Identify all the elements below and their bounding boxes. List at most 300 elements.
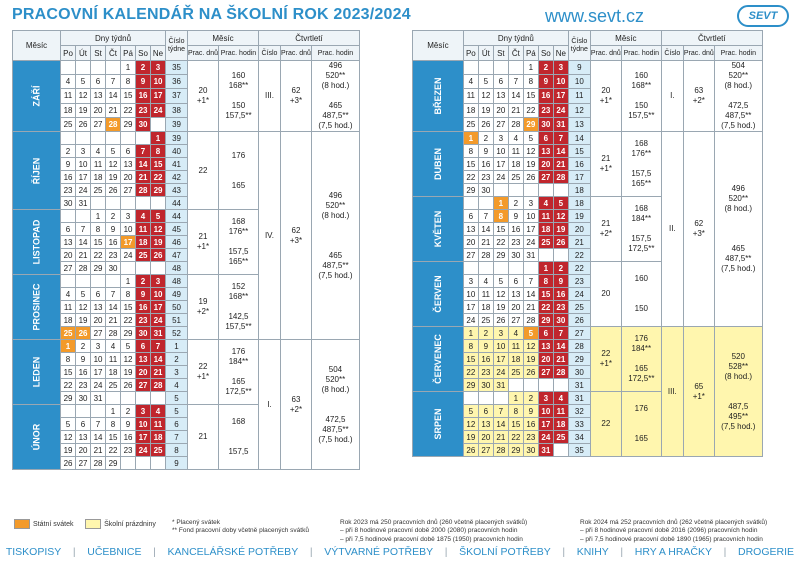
footer-separator: | — [309, 546, 313, 558]
month-label: ČERVENEC — [413, 327, 464, 392]
day-cell — [76, 405, 91, 418]
day-cell: 24 — [553, 103, 568, 117]
day-cell: 6 — [538, 132, 553, 145]
day-name: St — [493, 46, 508, 61]
day-cell — [493, 61, 508, 75]
day-cell: 9 — [61, 158, 76, 171]
day-cell — [463, 262, 478, 275]
day-cell: 18 — [508, 158, 523, 171]
day-cell: 24 — [91, 379, 106, 392]
week-number: 5 — [166, 405, 188, 418]
day-cell: 10 — [493, 340, 508, 353]
day-cell: 3 — [76, 145, 91, 158]
vacation-swatch — [85, 519, 101, 529]
day-cell: 1 — [151, 132, 166, 145]
day-cell: 23 — [508, 236, 523, 249]
day-cell — [136, 132, 151, 145]
day-cell: 19 — [478, 103, 493, 117]
week-number: 16 — [568, 158, 590, 171]
day-cell: 27 — [463, 249, 478, 262]
day-cell: 16 — [478, 158, 493, 171]
day-cell — [106, 275, 121, 288]
week-number: 47 — [166, 249, 188, 262]
day-cell: 5 — [61, 418, 76, 431]
day-cell: 30 — [76, 392, 91, 405]
day-cell: 26 — [523, 171, 538, 184]
day-cell — [61, 210, 76, 223]
day-cell — [478, 262, 493, 275]
footer-separator: | — [72, 546, 76, 558]
month-group-header: Měsíc — [590, 31, 661, 46]
day-cell: 6 — [538, 327, 553, 340]
day-cell: 14 — [136, 158, 151, 171]
day-cell: 3 — [151, 61, 166, 75]
week-number: 23 — [568, 275, 590, 288]
day-cell: 27 — [136, 379, 151, 392]
week-number: 12 — [568, 103, 590, 117]
day-cell: 20 — [538, 353, 553, 366]
day-cell — [463, 392, 478, 405]
day-cell: 22 — [493, 236, 508, 249]
day-cell: 25 — [463, 117, 478, 131]
day-cell: 19 — [493, 301, 508, 314]
quarter-days: 63 +2* — [280, 340, 311, 470]
day-cell: 5 — [76, 75, 91, 89]
week-number: 43 — [166, 184, 188, 197]
quarter-number: III. — [258, 61, 280, 132]
day-cell: 4 — [538, 197, 553, 210]
day-cell: 29 — [121, 117, 136, 131]
day-cell: 31 — [493, 379, 508, 392]
day-cell: 22 — [463, 366, 478, 379]
day-cell: 6 — [76, 418, 91, 431]
day-cell: 21 — [136, 171, 151, 184]
quarter-number: I. — [258, 340, 280, 470]
day-cell — [508, 262, 523, 275]
day-cell: 21 — [493, 431, 508, 444]
day-cell: 5 — [76, 288, 91, 301]
day-cell: 23 — [478, 366, 493, 379]
day-cell: 11 — [106, 353, 121, 366]
day-cell: 1 — [121, 275, 136, 288]
day-name: Út — [76, 46, 91, 61]
footer-link[interactable]: DROGERIE — [737, 546, 794, 558]
days-header: Dny týdnů — [463, 31, 568, 46]
day-cell: 8 — [538, 275, 553, 288]
day-cell: 2 — [106, 210, 121, 223]
day-cell: 10 — [136, 418, 151, 431]
day-cell: 9 — [136, 288, 151, 301]
day-cell: 25 — [508, 171, 523, 184]
week-number: 44 — [166, 197, 188, 210]
day-cell: 29 — [121, 327, 136, 340]
day-cell: 25 — [478, 314, 493, 327]
day-cell: 6 — [136, 340, 151, 353]
day-name: Čt — [106, 46, 121, 61]
quarter-group-header: Čtvrtletí — [258, 31, 359, 46]
day-cell: 18 — [151, 431, 166, 444]
day-cell: 16 — [136, 89, 151, 103]
month-days: 20 +1* — [188, 61, 219, 132]
day-cell: 30 — [478, 379, 493, 392]
day-cell: 18 — [136, 236, 151, 249]
day-cell: 11 — [538, 210, 553, 223]
day-cell: 28 — [478, 249, 493, 262]
month-hours: 160 150 — [621, 262, 661, 327]
month-days: 19 +2* — [188, 275, 219, 340]
day-cell: 15 — [61, 366, 76, 379]
footer-separator: | — [562, 546, 566, 558]
day-cell: 13 — [61, 236, 76, 249]
year-note-right — [580, 519, 767, 544]
day-cell: 12 — [121, 353, 136, 366]
day-cell: 16 — [553, 288, 568, 301]
day-cell: 26 — [553, 236, 568, 249]
week-number: 5 — [166, 392, 188, 405]
day-cell: 2 — [61, 145, 76, 158]
day-cell: 7 — [553, 327, 568, 340]
month-label: KVĚTEN — [413, 197, 464, 262]
day-cell — [538, 249, 553, 262]
day-cell: 7 — [76, 223, 91, 236]
footer-link[interactable]: UČEBNICE — [87, 546, 142, 558]
week-number: 46 — [166, 236, 188, 249]
day-cell: 15 — [538, 288, 553, 301]
day-cell: 24 — [136, 444, 151, 457]
day-cell — [121, 262, 136, 275]
day-cell — [553, 444, 568, 457]
day-cell: 27 — [538, 171, 553, 184]
day-cell: 12 — [151, 223, 166, 236]
day-cell: 15 — [151, 158, 166, 171]
day-cell: 2 — [478, 132, 493, 145]
day-name: Čt — [508, 46, 523, 61]
day-cell: 22 — [463, 171, 478, 184]
day-cell: 22 — [106, 444, 121, 457]
month-hours: 168 157,5 — [218, 405, 258, 470]
week-number: 37 — [166, 89, 188, 103]
day-cell: 13 — [91, 89, 106, 103]
prac-hodin-header: Prac. hodin — [311, 46, 359, 61]
day-cell: 17 — [136, 431, 151, 444]
month-hours: 160 168** 150 157,5** — [621, 61, 661, 132]
day-cell: 28 — [151, 379, 166, 392]
day-cell: 21 — [553, 158, 568, 171]
footer-link[interactable]: HRY A HRAČKY — [634, 546, 712, 558]
day-cell — [538, 184, 553, 197]
day-cell — [478, 392, 493, 405]
week-number: 10 — [568, 75, 590, 89]
day-cell: 13 — [478, 418, 493, 431]
week-no-header: Číslo týdne — [568, 31, 590, 61]
day-cell — [151, 392, 166, 405]
day-cell: 7 — [478, 210, 493, 223]
day-cell: 19 — [61, 444, 76, 457]
day-cell: 8 — [106, 418, 121, 431]
day-cell: 18 — [553, 418, 568, 431]
day-cell: 31 — [151, 327, 166, 340]
day-cell — [106, 392, 121, 405]
month-label: LEDEN — [13, 340, 61, 405]
prac-hodin-header: Prac. hodin — [621, 46, 661, 61]
day-cell: 5 — [121, 340, 136, 353]
day-cell: 31 — [91, 392, 106, 405]
day-cell — [493, 392, 508, 405]
day-cell: 23 — [106, 249, 121, 262]
week-number: 19 — [568, 210, 590, 223]
day-cell: 2 — [76, 340, 91, 353]
day-cell: 7 — [508, 75, 523, 89]
day-cell: 1 — [61, 340, 76, 353]
day-cell: 14 — [553, 340, 568, 353]
day-cell: 20 — [463, 236, 478, 249]
day-cell — [121, 197, 136, 210]
footer-link[interactable]: TISKOPISY — [5, 546, 62, 558]
week-number: 49 — [166, 288, 188, 301]
day-cell — [508, 61, 523, 75]
day-cell: 1 — [538, 262, 553, 275]
month-days: 21 +1* — [188, 210, 219, 275]
day-cell: 1 — [508, 392, 523, 405]
prac-hodin-header: Prac. hodin — [218, 46, 258, 61]
legend-vacation: Školní prázdniny — [104, 520, 156, 528]
day-cell: 2 — [523, 392, 538, 405]
month-days: 22 +1* — [590, 327, 621, 392]
day-cell: 14 — [91, 431, 106, 444]
month-header: Měsíc — [413, 31, 464, 61]
day-cell: 9 — [136, 75, 151, 89]
day-cell: 23 — [136, 103, 151, 117]
day-cell: 16 — [61, 171, 76, 184]
day-cell: 4 — [151, 405, 166, 418]
day-cell: 19 — [463, 431, 478, 444]
week-number: 34 — [568, 431, 590, 444]
footer-link[interactable]: VÝTVARNÉ POTŘEBY — [324, 546, 434, 558]
day-cell — [151, 197, 166, 210]
day-cell — [106, 197, 121, 210]
day-cell: 11 — [508, 145, 523, 158]
day-cell: 26 — [121, 379, 136, 392]
day-cell: 5 — [106, 145, 121, 158]
day-cell: 23 — [136, 314, 151, 327]
day-cell — [61, 405, 76, 418]
day-cell: 2 — [508, 197, 523, 210]
day-cell: 11 — [151, 418, 166, 431]
day-cell: 20 — [61, 249, 76, 262]
day-cell: 1 — [493, 197, 508, 210]
week-number: 9 — [568, 61, 590, 75]
day-cell: 17 — [538, 418, 553, 431]
week-number: 48 — [166, 262, 188, 275]
day-name: Út — [478, 46, 493, 61]
day-cell: 27 — [508, 314, 523, 327]
week-number: 15 — [568, 145, 590, 158]
day-cell: 22 — [91, 249, 106, 262]
day-cell: 29 — [61, 392, 76, 405]
week-number: 27 — [568, 327, 590, 340]
day-name: Pá — [121, 46, 136, 61]
day-cell: 30 — [538, 117, 553, 131]
days-header: Dny týdnů — [61, 31, 166, 46]
day-cell: 29 — [493, 249, 508, 262]
day-cell: 28 — [91, 457, 106, 470]
day-cell: 12 — [523, 145, 538, 158]
day-cell — [553, 184, 568, 197]
week-number: 36 — [166, 75, 188, 89]
day-cell: 16 — [508, 223, 523, 236]
month-group-header: Měsíc — [188, 31, 259, 46]
day-cell: 14 — [508, 89, 523, 103]
day-cell: 11 — [91, 158, 106, 171]
day-cell: 6 — [508, 275, 523, 288]
day-cell: 30 — [136, 327, 151, 340]
day-cell: 17 — [523, 223, 538, 236]
quarter-group-header: Čtvrtletí — [661, 31, 762, 46]
day-cell: 16 — [136, 301, 151, 314]
quarter-hours: 496 520** (8 hod.) 465 487,5** (7,5 hod.) — [311, 132, 359, 340]
day-cell: 16 — [121, 431, 136, 444]
day-cell: 6 — [121, 145, 136, 158]
week-row — [13, 340, 360, 353]
month-days: 20 +1* — [590, 61, 621, 132]
prac-dnu-header: Prac. dnů — [683, 46, 714, 61]
day-cell: 12 — [478, 89, 493, 103]
day-cell: 8 — [91, 223, 106, 236]
footer-separator: | — [723, 546, 727, 558]
day-cell: 25 — [508, 366, 523, 379]
week-number: 31 — [568, 392, 590, 405]
day-cell: 13 — [463, 223, 478, 236]
day-cell: 28 — [106, 117, 121, 131]
day-cell: 31 — [538, 444, 553, 457]
week-number: 25 — [568, 301, 590, 314]
day-cell: 20 — [538, 158, 553, 171]
week-number: 22 — [568, 262, 590, 275]
day-cell: 25 — [106, 379, 121, 392]
day-cell: 14 — [493, 418, 508, 431]
day-cell: 30 — [136, 117, 151, 131]
footer-link[interactable]: KANCELÁŘSKÉ POTŘEBY — [167, 546, 299, 558]
week-row — [13, 61, 360, 75]
calendar-left — [12, 30, 360, 470]
day-cell: 1 — [463, 327, 478, 340]
cislo-header: Číslo — [258, 46, 280, 61]
day-cell: 5 — [151, 210, 166, 223]
note-line: Rok 2024 má 252 pracovních dnů (262 včetně placených svátků) — [580, 519, 768, 526]
quarter-days: 62 +3* — [683, 132, 714, 327]
holiday-swatch — [14, 519, 30, 529]
day-cell — [463, 61, 478, 75]
day-cell: 10 — [553, 75, 568, 89]
day-cell: 7 — [91, 418, 106, 431]
day-cell — [121, 392, 136, 405]
day-cell: 9 — [478, 145, 493, 158]
day-name: So — [538, 46, 553, 61]
week-number: 52 — [166, 327, 188, 340]
day-cell: 17 — [151, 89, 166, 103]
day-cell: 22 — [523, 103, 538, 117]
day-cell: 10 — [538, 405, 553, 418]
day-cell: 26 — [76, 117, 91, 131]
week-number: 39 — [166, 117, 188, 131]
week-row — [413, 132, 763, 145]
day-cell: 21 — [106, 314, 121, 327]
day-cell: 6 — [61, 223, 76, 236]
prac-dnu-header: Prac. dnů — [280, 46, 311, 61]
month-label: ZÁŘÍ — [13, 61, 61, 132]
footer-link[interactable]: ŠKOLNÍ POTŘEBY — [459, 546, 551, 558]
day-cell: 24 — [493, 171, 508, 184]
day-cell: 6 — [463, 210, 478, 223]
day-cell: 28 — [523, 314, 538, 327]
week-number: 1 — [166, 340, 188, 353]
day-cell: 25 — [91, 184, 106, 197]
website-link[interactable]: www.sevt.cz — [545, 6, 645, 26]
day-cell: 2 — [136, 275, 151, 288]
page-title: PRACOVNÍ KALENDÁŘ NA ŠKOLNÍ ROK 2023/2024 — [12, 6, 411, 23]
month-label: LISTOPAD — [13, 210, 61, 275]
day-cell: 16 — [106, 236, 121, 249]
day-cell: 21 — [151, 366, 166, 379]
day-cell: 15 — [463, 353, 478, 366]
day-cell — [508, 379, 523, 392]
day-cell: 4 — [553, 392, 568, 405]
day-cell: 15 — [463, 158, 478, 171]
week-number: 30 — [568, 366, 590, 379]
day-cell: 21 — [508, 103, 523, 117]
footer-link[interactable]: KNIHY — [576, 546, 609, 558]
day-cell: 25 — [136, 249, 151, 262]
day-cell: 13 — [538, 145, 553, 158]
day-cell: 15 — [121, 301, 136, 314]
day-cell: 8 — [508, 405, 523, 418]
day-cell — [136, 197, 151, 210]
day-cell: 26 — [463, 444, 478, 457]
day-cell: 11 — [508, 340, 523, 353]
week-number: 35 — [568, 444, 590, 457]
day-cell: 2 — [538, 61, 553, 75]
day-cell: 18 — [91, 171, 106, 184]
day-cell: 3 — [91, 340, 106, 353]
day-cell: 26 — [478, 117, 493, 131]
quarter-hours: 504 520** (8 hod.) 472,5 487,5** (7,5 hod.) — [714, 61, 762, 132]
day-cell: 6 — [478, 405, 493, 418]
day-cell — [136, 457, 151, 470]
week-number: 44 — [166, 210, 188, 223]
week-number: 6 — [166, 418, 188, 431]
day-cell: 30 — [478, 184, 493, 197]
day-cell: 3 — [121, 210, 136, 223]
day-cell: 13 — [538, 340, 553, 353]
month-label: BŘEZEN — [413, 61, 464, 132]
day-cell — [151, 457, 166, 470]
day-cell: 14 — [478, 223, 493, 236]
day-cell: 14 — [523, 288, 538, 301]
day-cell: 14 — [106, 301, 121, 314]
day-cell: 1 — [121, 61, 136, 75]
day-cell: 3 — [538, 392, 553, 405]
day-cell: 9 — [553, 275, 568, 288]
day-cell: 11 — [61, 301, 76, 314]
week-number: 50 — [166, 301, 188, 314]
day-cell: 8 — [523, 75, 538, 89]
day-cell: 10 — [76, 158, 91, 171]
day-cell: 26 — [61, 457, 76, 470]
day-cell: 17 — [91, 366, 106, 379]
day-cell: 18 — [61, 103, 76, 117]
day-cell — [553, 249, 568, 262]
day-cell: 11 — [463, 89, 478, 103]
